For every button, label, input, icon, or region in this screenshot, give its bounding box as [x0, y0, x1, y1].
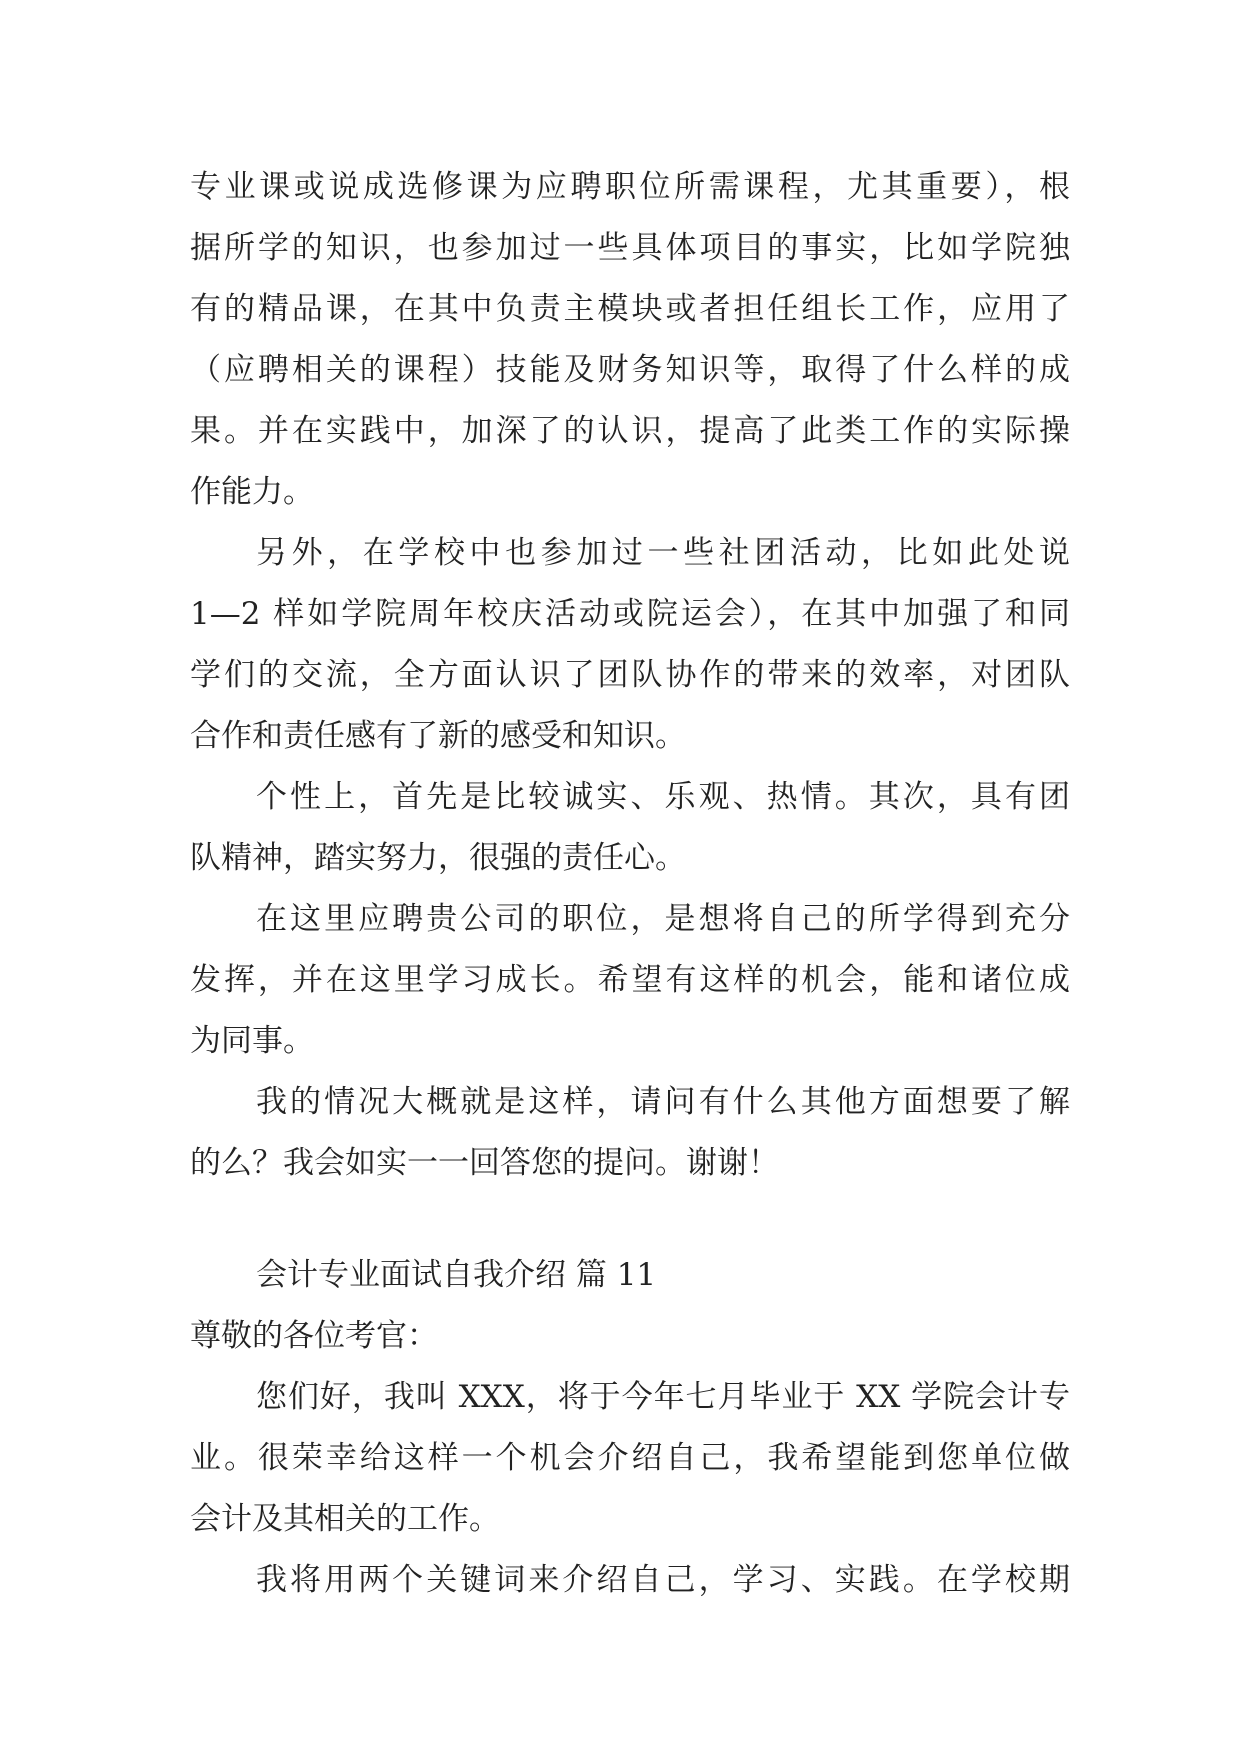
text-line: （应聘相关的课程）技能及财务知识等，取得了什么样的成 [190, 352, 1070, 388]
text-line: 业。很荣幸给这样一个机会介绍自己，我希望能到您单位做 [190, 1440, 1070, 1476]
text-line: 队精神，踏实努力，很强的责任心。 [190, 840, 686, 876]
text-line: 我的情况大概就是这样，请问有什么其他方面想要了解 [256, 1084, 1070, 1120]
text-line: 据所学的知识，也参加过一些具体项目的事实，比如学院独 [190, 230, 1070, 266]
text-line: 发挥，并在这里学习成长。希望有这样的机会，能和诸位成 [190, 962, 1070, 998]
text-line: 我将用两个关键词来介绍自己，学习、实践。在学校期 [256, 1562, 1070, 1598]
text-line: 合作和责任感有了新的感受和知识。 [190, 718, 686, 754]
text-line: 为同事。 [190, 1023, 314, 1059]
text-line: 专业课或说成选修课为应聘职位所需课程，尤其重要），根 [190, 169, 1070, 205]
text-line: 另外，在学校中也参加过一些社团活动，比如此处说 [256, 535, 1070, 571]
text-line: 您们好，我叫 XXX，将于今年七月毕业于 XX 学院会计专 [256, 1379, 1070, 1415]
section-heading: 会计专业面试自我介绍 篇 11 [256, 1257, 657, 1293]
text-line: 有的精品课，在其中负责主模块或者担任组长工作，应用了 [190, 291, 1070, 327]
text-line: 1—2 样如学院周年校庆活动或院运会），在其中加强了和同 [190, 596, 1070, 632]
text-line: 个性上，首先是比较诚实、乐观、热情。其次，具有团 [256, 779, 1070, 815]
text-line: 果。并在实践中，加深了的认识，提高了此类工作的实际操 [190, 413, 1070, 449]
text-line: 学们的交流，全方面认识了团队协作的带来的效率，对团队 [190, 657, 1070, 693]
text-line: 的么？我会如实一一回答您的提问。谢谢！ [190, 1145, 779, 1181]
text-line: 会计及其相关的工作。 [190, 1501, 500, 1537]
salutation: 尊敬的各位考官： [190, 1318, 438, 1354]
text-line: 在这里应聘贵公司的职位，是想将自己的所学得到充分 [256, 901, 1070, 937]
text-line: 作能力。 [190, 474, 314, 510]
